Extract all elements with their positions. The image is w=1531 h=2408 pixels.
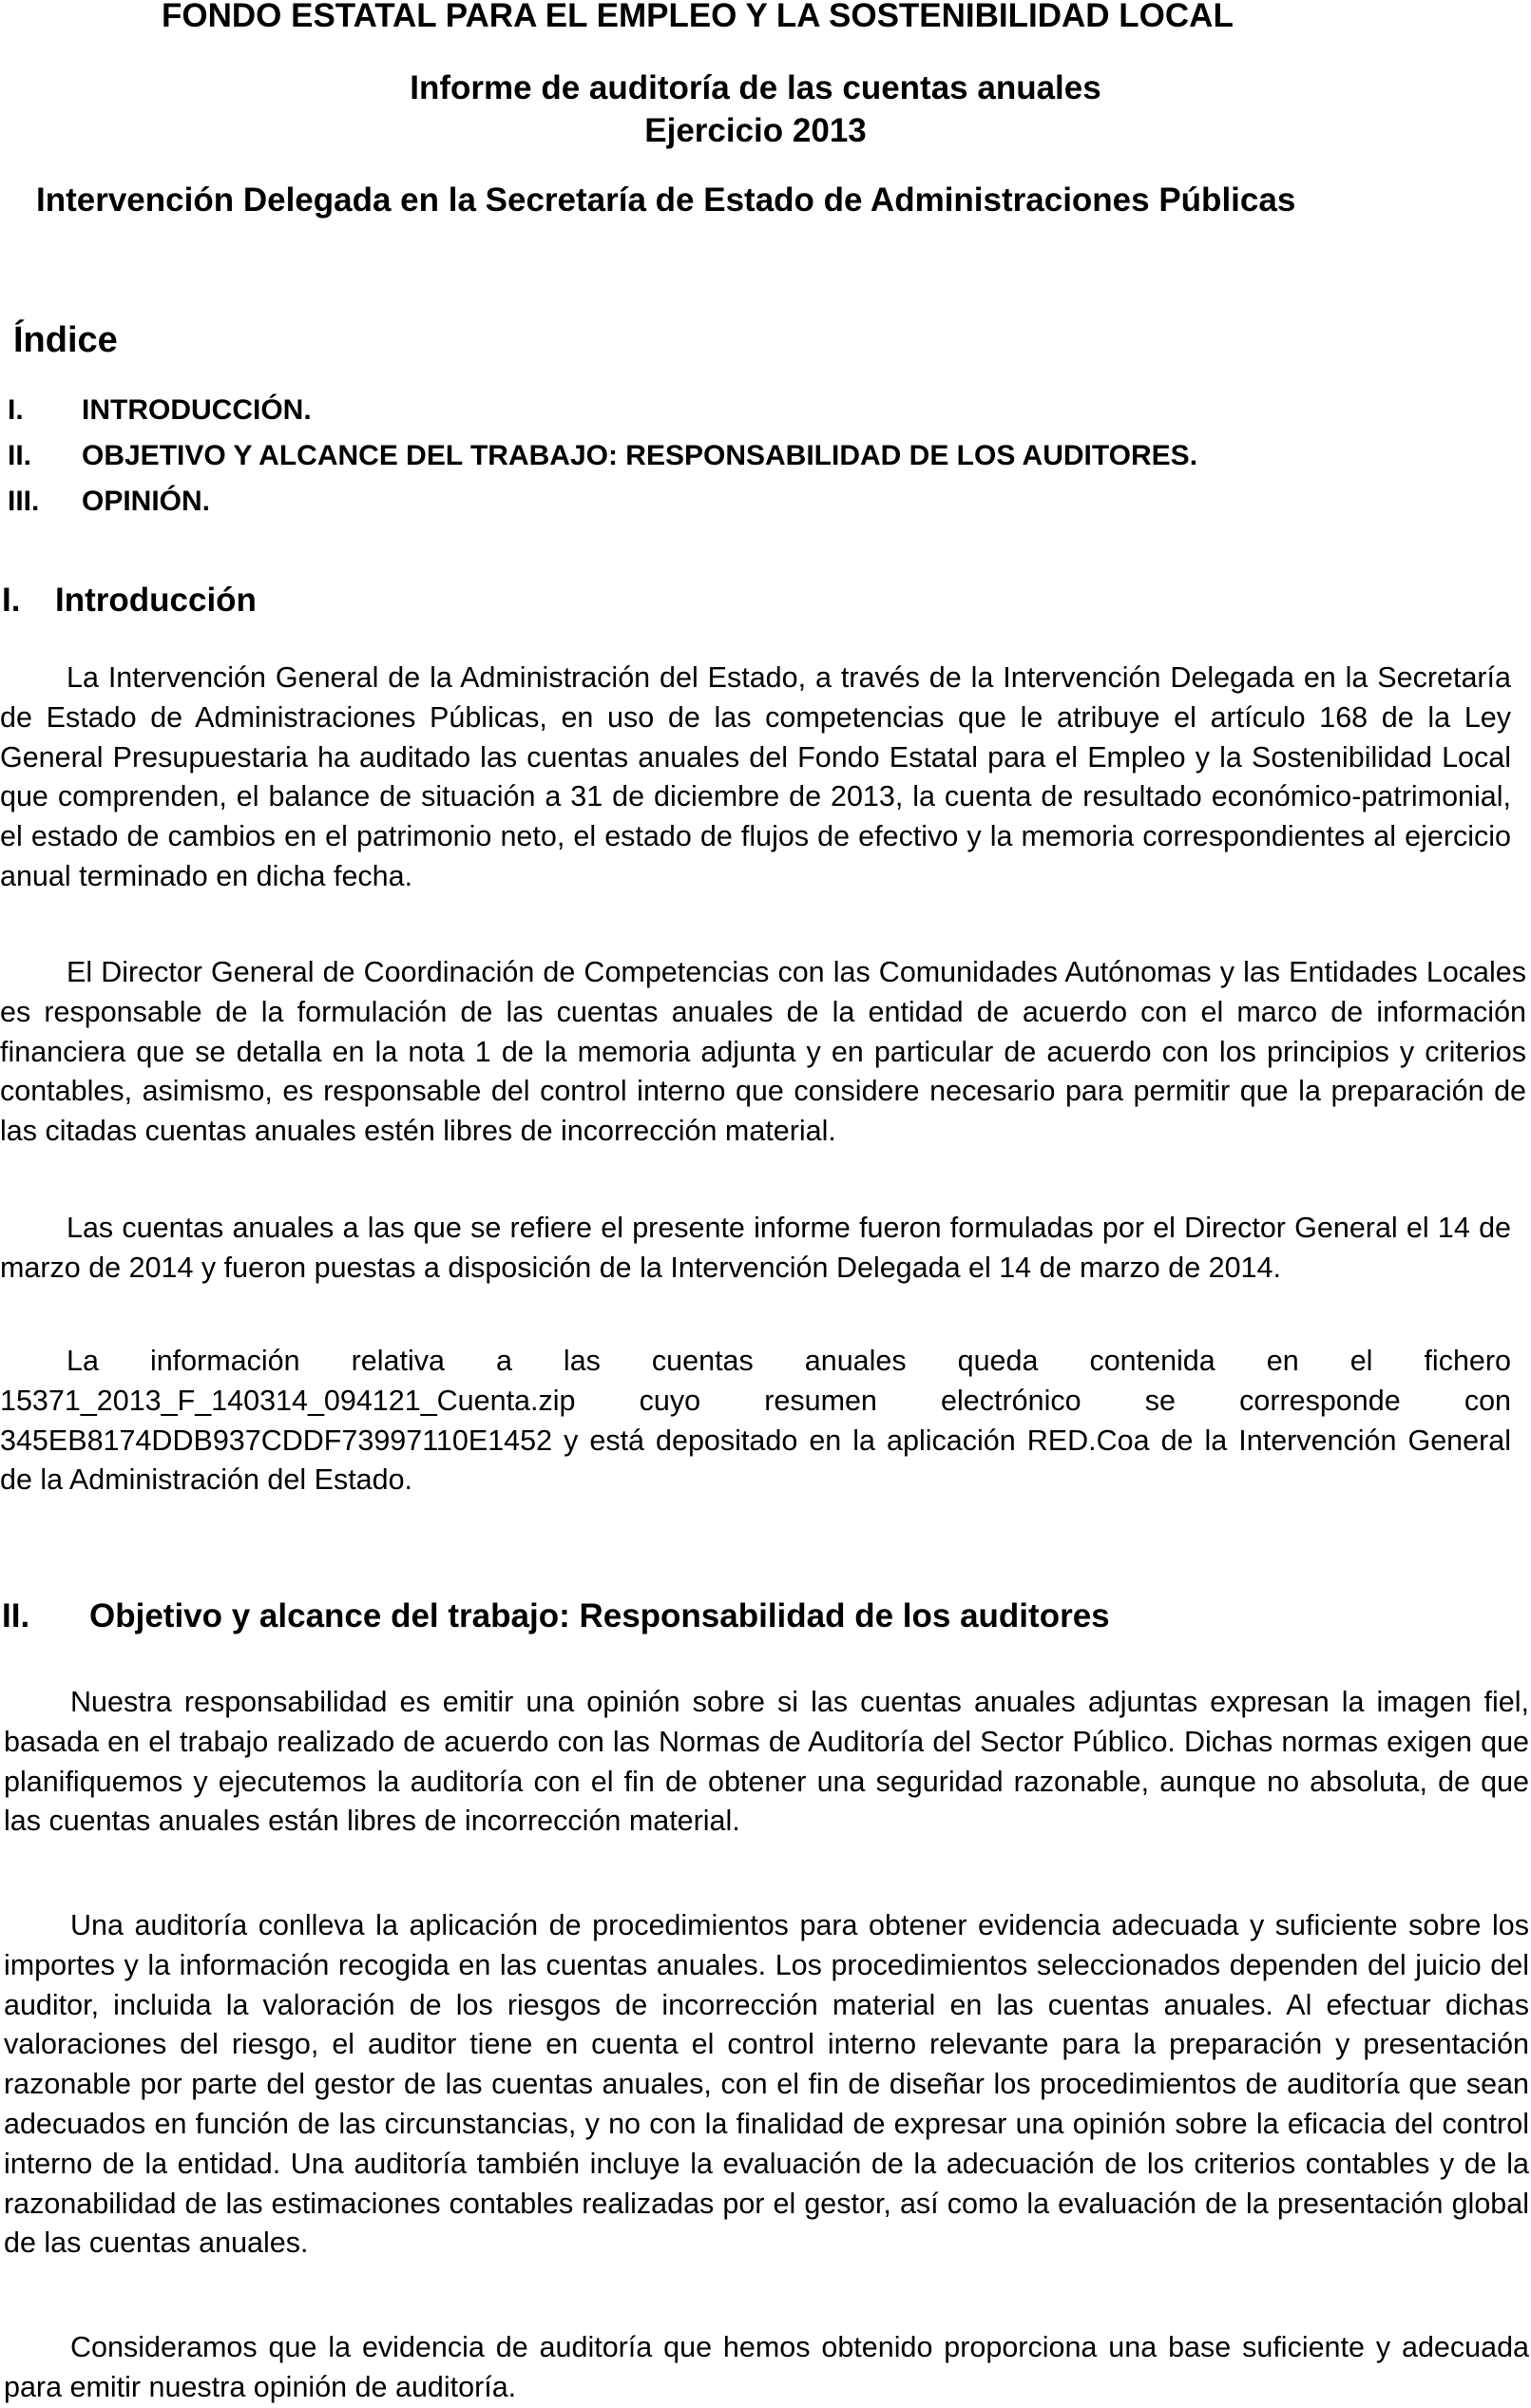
toc-item-number: I.	[8, 394, 24, 426]
toc-item-label: INTRODUCCIÓN.	[82, 394, 312, 426]
toc-item-label: OPINIÓN.	[82, 486, 211, 517]
issuing-office: Intervención Delegada en la Secretaría de Estado de Administraciones Públicas	[36, 182, 1296, 219]
paragraph: Nuestra responsabilidad es emitir una opinión sobre si las cuentas anuales adjuntas expresan la imagen fiel, basada en el trabajo realizado de acuerdo con las Normas de Auditoría del Sector Público. Dichas normas exigen que planifiquemos y ejecutemos la auditoría con el fin de obtener una seguridad razonable, aunque no absoluta, de que las cuentas anuales están libres de incorrección material.	[4, 1686, 1529, 1838]
toc-item-number: II.	[8, 440, 32, 471]
paragraph: Una auditoría conlleva la aplicación de procedimientos para obtener evidencia adecuada y suficiente sobre los importes y la información recogida en las cuentas anuales. Los procedimientos seleccionados dependen del juicio del auditor, incluida la valoración de los riesgos de incorrección material en las cuentas anuales. Al efectuar dichas valoraciones del riesgo, el auditor tiene en cuenta el control interno relevante para la preparación y presentación razonable por parte del gestor de las cuentas anuales, con el fin de diseñar los procedimientos de auditoría que sean adecuados en función de las circunstancias, y no con la finalidad de expresar una opinión sobre la eficacia del control interno de la entidad. Una auditoría también incluye la evaluación de la adecuación de los criterios contables y de la razonabilidad de las estimaciones contables realizadas por el gestor, así como la evaluación de la presentación global de las cuentas anuales.	[4, 1909, 1529, 2260]
paragraph: Consideramos que la evidencia de auditoría que hemos obtenido proporciona una base suficiente y adecuada para emitir nuestra opinión de auditoría.	[4, 2331, 1529, 2403]
section-title: Introducción	[55, 582, 257, 619]
index-title: Índice	[13, 320, 118, 360]
toc-item-objetivo[interactable]	[8, 433, 1197, 479]
toc-item-label: OBJETIVO Y ALCANCE DEL TRABAJO: RESPONSABILIDAD DE LOS AUDITORES.	[82, 440, 1198, 471]
section-heading-introduccion	[2, 581, 257, 621]
section-heading-objetivo	[2, 1596, 1110, 1636]
section-number: I.	[2, 582, 21, 619]
toc-item-opinion[interactable]	[8, 479, 1197, 525]
section-number: II.	[2, 1597, 30, 1634]
fund-title: FONDO ESTATAL PARA EL EMPLEO Y LA SOSTENIBILIDAD LOCAL	[162, 0, 1234, 34]
fiscal-year: Ejercicio 2013	[644, 112, 867, 149]
paragraph: La información relativa a las cuentas anuales queda contenida en el fichero 15371_2013_F_140314_094121_Cuenta.zip cuyo resumen electrónico se corresponde con 345EB8174DDB937CDDF73997110E1452 y está depositado en la aplicación RED.Coa de la Intervención General de la Administración del Estado.	[0, 1345, 1511, 1497]
toc-item-number: III.	[8, 486, 40, 517]
paragraph: La Intervención General de la Administración del Estado, a través de la Intervención Delegada en la Secretaría de Estado de Administraciones Públicas, en uso de las competencias que le atribuye el artículo 168 de la Ley General Presupuestaria ha auditado las cuentas anuales del Fondo Estatal para el Empleo y la Sostenibilidad Local que comprenden, el balance de situación a 31 de diciembre de 2013, la cuenta de resultado económico-patrimonial, el estado de cambios en el patrimonio neto, el estado de flujos de efectivo y la memoria correspondientes al ejercicio anual terminado en dicha fecha.	[0, 661, 1511, 892]
paragraph: Las cuentas anuales a las que se refiere el presente informe fueron formuladas por el Director General el 14 de marzo de 2014 y fueron puestas a disposición de la Intervención Delegada el 14 de marzo de 2014.	[0, 1212, 1511, 1284]
report-title: Informe de auditoría de las cuentas anuales	[410, 69, 1101, 106]
paragraph: El Director General de Coordinación de Competencias con las Comunidades Autónomas y las Entidades Locales es responsable de la formulación de las cuentas anuales de la entidad de acuerdo con el marco de información financiera que se detalla en la nota 1 de la memoria adjunta y en particular de acuerdo con los principios y criterios contables, asimismo, es responsable del control interno que considere necesario para permitir que la preparación de las citadas cuentas anuales estén libres de incorrección material.	[0, 956, 1526, 1148]
section-title: Objetivo y alcance del trabajo: Responsabilidad de los auditores	[89, 1597, 1110, 1634]
toc-item-introduccion[interactable]	[8, 388, 1197, 433]
table-of-contents	[8, 388, 1197, 525]
